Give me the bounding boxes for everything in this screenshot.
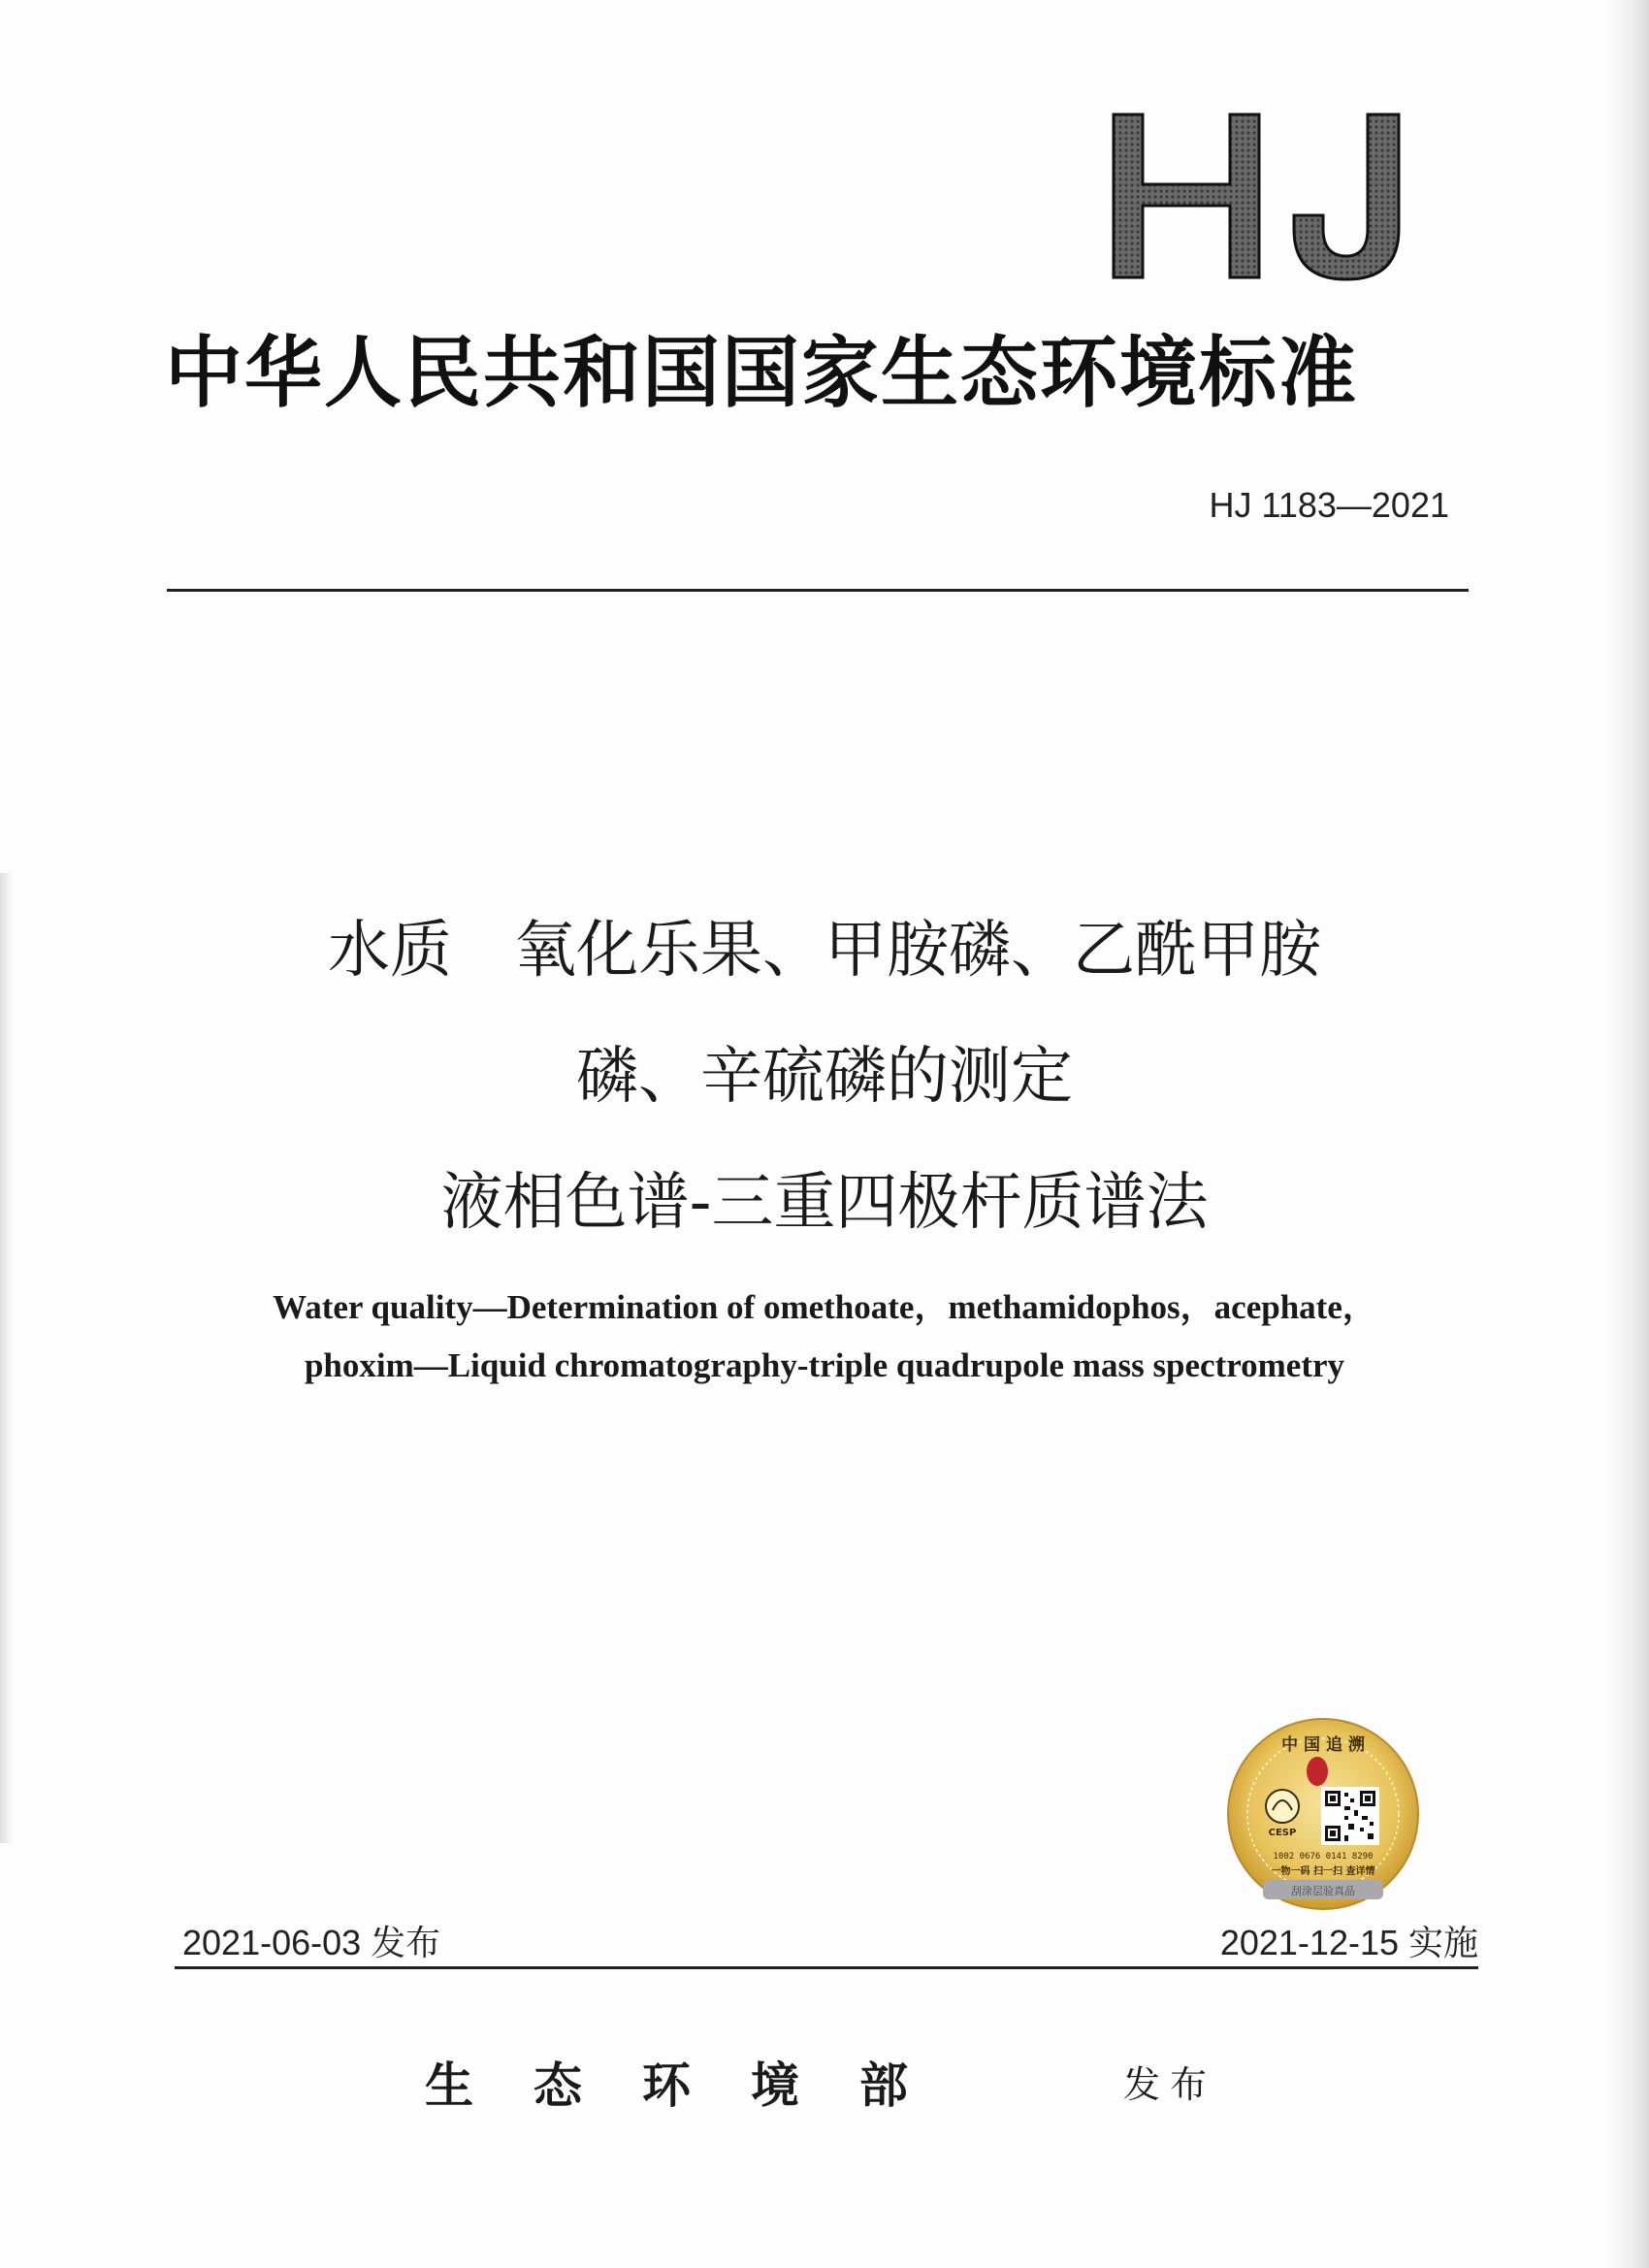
publish-label: 发布 — [1123, 2063, 1217, 2106]
hj-logo-icon — [1106, 107, 1426, 286]
traceability-seal[interactable] — [1224, 1715, 1422, 1913]
title-en-line-2: phoxim—Liquid chromatography-triple quadrupole mass spectrometry — [304, 1346, 1345, 1384]
scan-left-shadow — [0, 873, 14, 1843]
title-cn-line-1: 水质 氧化乐果、甲胺磷、乙酰甲胺 — [328, 915, 1321, 987]
cesp-emblem-icon — [1266, 1790, 1299, 1823]
seal-logo-label: CESP — [1268, 1828, 1297, 1838]
seal-top-text: 中 国 追 溯 — [1281, 1735, 1365, 1755]
standard-number: HJ 1183—2021 — [1209, 485, 1449, 525]
implementation-date: 2021-12-15 实施 — [1219, 1923, 1478, 1962]
title-cn-line-2: 磷、辛硫磷的测定 — [576, 1041, 1073, 1113]
seal-code-number: 1002 0676 0141 8290 — [1273, 1852, 1374, 1862]
qr-code-icon — [1321, 1787, 1379, 1845]
title-cn-line-3: 液相色谱-三重四极杆质谱法 — [440, 1167, 1209, 1239]
issue-date: 2021-06-03 发布 — [182, 1923, 441, 1962]
top-divider — [167, 589, 1469, 592]
seal-instruction: 一物一码 扫一扫 查详情 — [1271, 1866, 1375, 1877]
publisher-name: 生态环境部 — [425, 2057, 968, 2114]
title-en-line-1: Water quality—Determination of omethoate，methamidophos，acephate， — [273, 1288, 1376, 1326]
seal-scratch-text: 刮涂层验真品 — [1291, 1885, 1355, 1897]
seal-red-stamp-icon — [1307, 1757, 1328, 1786]
bottom-divider — [175, 1966, 1478, 1969]
agency-title: 中华人民共和国国家生态环境标准 — [165, 327, 1358, 418]
scan-edge-shadow — [1606, 0, 1649, 2268]
